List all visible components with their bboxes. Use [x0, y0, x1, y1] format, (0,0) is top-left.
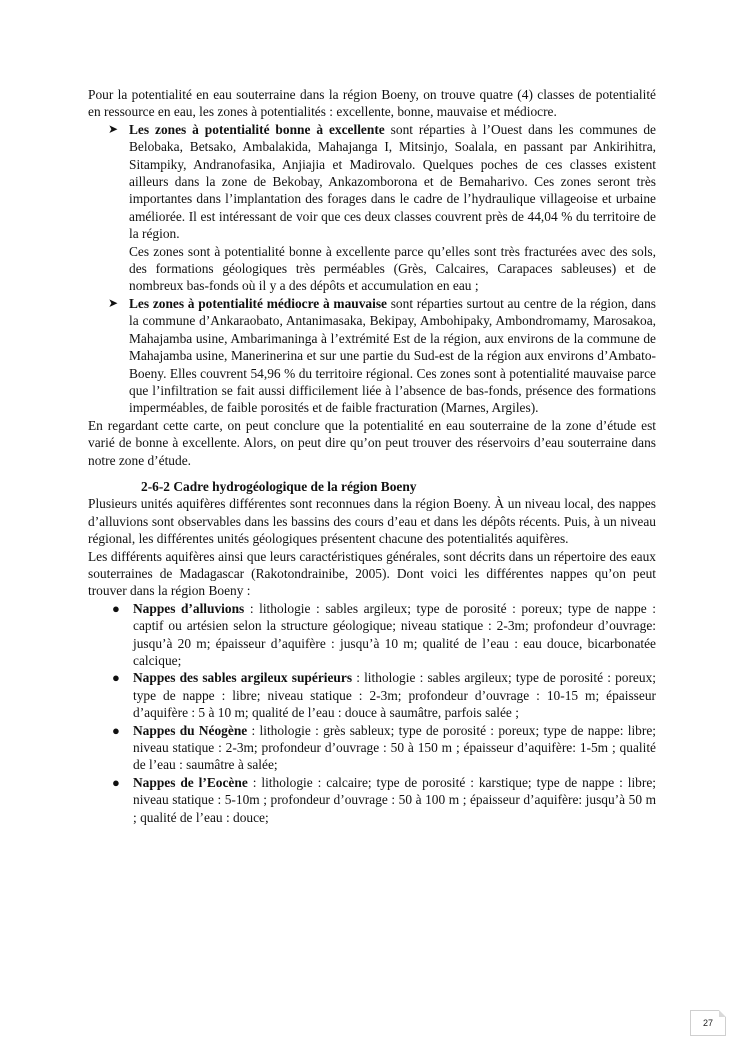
- list-item: [88, 295, 656, 417]
- nappe-title: Nappes des sables argileux supérieurs: [133, 670, 353, 686]
- list-item: [88, 600, 656, 670]
- arrow-bullet-icon: ➤: [108, 295, 119, 310]
- nappe-title: Nappes du Néogène: [133, 722, 248, 738]
- nappe-paragraph: [133, 669, 656, 721]
- zone-extra-paragraph: Ces zones sont à potentialité bonne à excellente parce qu’elles sont très fracturées avec des sols, des formations géologiques très perméables (Grès, Calcaires, Carapaces sableuses) et de nombreux bas-fonds où il y a des dépôts et accumulation en eau ;: [129, 243, 656, 294]
- list-item: [88, 121, 656, 295]
- page-fold-icon: [719, 1010, 726, 1017]
- bullet-icon: ●: [112, 774, 120, 790]
- document-page: [88, 86, 656, 826]
- list-item: [88, 774, 656, 826]
- intro-paragraph: Pour la potentialité en eau souterraine dans la région Boeny, on trouve quatre (4) classes de potentialité en ressource en eau, les zones à potentialités : excellente, bonne, mauvaise et médiocre.: [88, 87, 656, 120]
- zone-text: sont réparties surtout au centre de la région, dans la commune d’Ankaraobato, Antanimasaka, Bekipay, Ambohipaky, Ambondromamy, Marosakoa, Mahajamba usine, Ambarimaninga à l’extrémité Est de la région, aux environs de la commune de Mahajamba usine, Manerinerina et sur une partie du Sud-est de la région aux environs d’Ambato-Boeny. Elles couvrent 54,96 % du territoire régional. Ces zones sont à potentialité mauvaise parce que l’infiltration se fait aussi difficilement liée à l’absence de bas-fonds, présence des formations imperméables, de faible porosités et de faible fracturation (Marnes, Argiles).: [129, 295, 657, 416]
- nappe-text: : lithologie : grès sableux; type de porosité : poreux; type de nappe: libre; niveau statique : 2-3m; profondeur d’ouvrage : 50 à 150 m ; épaisseur d’aquifère: 1-5m ; qualité de l’eau : saumâtre à salée;: [133, 722, 657, 773]
- zone-paragraph: [129, 121, 656, 243]
- nappe-text: : lithologie : sables argileux; type de porosité : poreux; type de nappe : libre; niveau statique : 2-3m; profondeur d’ouvrage : 10-15 m; épaisseur d’aquifère : 5 à 10 m; qualité de l’eau : douce à saumâtre, parfois salée ;: [133, 670, 656, 721]
- zone-title: Les zones à potentialité bonne à excellente: [129, 121, 385, 137]
- nappe-paragraph: [133, 600, 656, 670]
- bullet-icon: ●: [112, 600, 120, 616]
- section-paragraph: Les différents aquifères ainsi que leurs caractéristiques générales, sont décrits dans un répertoire des eaux souterraines de Madagascar (Rakotondrainibe, 2005). Dont voici les différentes nappes qu’on peut trouver dans la région Boeny :: [88, 548, 656, 599]
- zone-title: Les zones à potentialité médiocre à mauvaise: [129, 295, 387, 311]
- nappe-text: : lithologie : calcaire; type de porosité : karstique; type de nappe : libre; niveau statique : 5-10m ; profondeur d’ouvrage : 50 à 100 m ; épaisseur d’aquifère: jusqu’à 50 m ; qualité de l’eau : douce;: [133, 774, 656, 825]
- zones-list: [88, 121, 656, 417]
- list-item: [88, 722, 656, 774]
- nappes-list: [88, 600, 656, 826]
- nappe-text: : lithologie : sables argileux; type de porosité : poreux; type de nappe : captif ou artésien selon la structure géologique; niveau statique : 2-3m; profondeur d’ouvrage: jusqu’à 20 m; épaisseur d’aquifère : jusqu’à 10 m; qualité de l’eau : eau douce, bicarbonatée calcique;: [133, 600, 656, 668]
- nappe-title: Nappes d’alluvions: [133, 600, 245, 616]
- section-heading: 2-6-2 Cadre hydrogéologique de la région Boeny: [141, 478, 417, 494]
- section-paragraph: Plusieurs unités aquifères différentes sont reconnues dans la région Boeny. À un niveau local, des nappes d’alluvions sont observables dans les bassins des cours d’eau et dans les dépôts récents. Puis, à un niveau régional, les différentes unités géologiques présentent chacune des potentialités aquifères.: [88, 496, 656, 547]
- bullet-icon: ●: [112, 670, 120, 686]
- conclusion-paragraph: En regardant cette carte, on peut conclure que la potentialité en eau souterraine de la zone d’étude est varié de bonne à excellente. Alors, on peut dire qu’on peut trouver des réservoirs d’eau souterraine dans notre zone d’étude.: [88, 417, 656, 468]
- zone-paragraph: [129, 295, 656, 417]
- nappe-paragraph: [133, 722, 656, 774]
- arrow-bullet-icon: ➤: [108, 121, 119, 136]
- bullet-icon: ●: [112, 722, 120, 738]
- page-number: 27: [702, 1018, 713, 1028]
- nappe-title: Nappes de l’Eocène: [133, 774, 248, 790]
- list-item: [88, 669, 656, 721]
- nappe-paragraph: [133, 774, 656, 826]
- page-number-box: [690, 1010, 726, 1036]
- zone-text: sont réparties à l’Ouest dans les communes de Belobaka, Betsako, Ambalakida, Mahajanga I, Mitsinjo, Soalala, en passant par Ankirihitra, Sitampiky, Andranofasika, Anjiajia et Madirovalo. Quelques poches de ces classes existent ailleurs dans la zone de Bekobay, Ankazomborona et de Bemaharivo. Ces zones seront très importantes dans l’implantation des forages dans le cadre de l’hydraulique villageoise et urbaine améliorée. Il est intéressant de voir que ces deux classes couvrent près de 44,04 % du territoire de la région.: [129, 121, 656, 242]
